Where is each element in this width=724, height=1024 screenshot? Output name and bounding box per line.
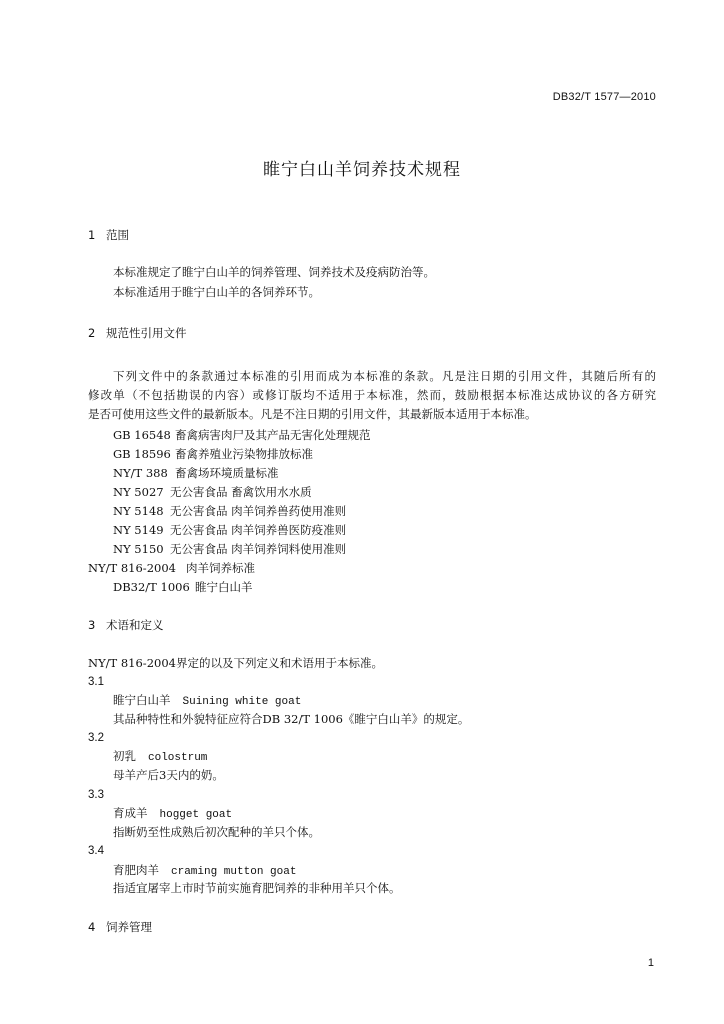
reference-code: GB 16548 xyxy=(113,428,171,442)
paragraph-line: 修改单（不包括勘误的内容）或修订版均不适用于本标准，然而，鼓励根据本标准达成协议的各方研究 xyxy=(88,388,656,402)
paragraph-line: 本标准规定了睢宁白山羊的饲养管理、饲养技术及疫病防治等。 xyxy=(113,265,435,279)
reference-item xyxy=(113,522,346,538)
section-number: 2 xyxy=(88,326,96,340)
page-number: 1 xyxy=(647,957,654,969)
term-heading xyxy=(113,748,207,766)
reference-name: 无公害食品 肉羊饲养饲料使用准则 xyxy=(170,542,347,556)
term-heading xyxy=(113,805,232,823)
term-number: 3.4 xyxy=(88,845,104,857)
section-2-heading xyxy=(88,325,187,341)
paragraph-line: NY/T 816-2004界定的以及下列定义和术语用于本标准。 xyxy=(88,656,383,670)
term-zh: 初乳 xyxy=(113,749,136,763)
reference-item xyxy=(113,503,346,519)
section-number: 4 xyxy=(88,920,96,934)
reference-code: NY 5149 xyxy=(113,523,164,537)
reference-item xyxy=(113,427,371,443)
term-definition: 母羊产后3天内的奶。 xyxy=(113,768,224,782)
term-heading xyxy=(113,692,301,710)
reference-code: NY/T 388 xyxy=(113,466,168,480)
section-title: 饲养管理 xyxy=(106,920,152,934)
term-en: Suining white goat xyxy=(182,696,302,708)
reference-name: 睢宁白山羊 xyxy=(195,580,253,594)
term-zh: 睢宁白山羊 xyxy=(113,693,171,707)
reference-item xyxy=(113,465,279,481)
term-zh: 育成羊 xyxy=(113,806,148,820)
reference-code: NY 5027 xyxy=(113,485,164,499)
term-en: hogget goat xyxy=(159,809,233,821)
section-title: 范围 xyxy=(106,228,129,242)
reference-item xyxy=(113,579,253,595)
document-title: 睢宁白山羊饲养技术规程 xyxy=(263,160,461,180)
reference-code: NY 5150 xyxy=(113,542,164,556)
reference-item xyxy=(88,560,255,576)
term-number: 3.3 xyxy=(88,789,104,801)
term-definition: 其品种特性和外貌特征应符合DB 32/T 1006《睢宁白山羊》的规定。 xyxy=(113,712,470,726)
reference-code: NY 5148 xyxy=(113,504,164,518)
section-1-heading xyxy=(88,227,129,243)
reference-name: 畜禽场环境质量标准 xyxy=(175,466,279,480)
reference-code: NY/T 816-2004 xyxy=(88,561,176,575)
term-definition: 指断奶至性成熟后初次配种的羊只个体。 xyxy=(113,825,320,839)
reference-name: 畜禽病害肉尸及其产品无害化处理规范 xyxy=(175,428,371,442)
reference-name: 无公害食品 畜禽饮用水水质 xyxy=(170,485,312,499)
reference-code: DB32/T 1006 xyxy=(113,580,190,594)
term-en: craming mutton goat xyxy=(171,866,297,878)
paragraph-line: 是否可使用这些文件的最新版本。凡是不注日期的引用文件，其最新版本适用于本标准。 xyxy=(88,407,537,421)
reference-name: 无公害食品 肉羊饲养兽医防疫准则 xyxy=(170,523,347,537)
standard-code: DB32/T 1577—2010 xyxy=(552,91,656,103)
term-en: colostrum xyxy=(148,752,208,764)
paragraph-line: 本标准适用于睢宁白山羊的各饲养环节。 xyxy=(113,285,320,299)
reference-item xyxy=(113,484,312,500)
reference-code: GB 18596 xyxy=(113,447,171,461)
reference-name: 畜禽养殖业污染物排放标准 xyxy=(175,447,313,461)
reference-item xyxy=(113,446,313,462)
reference-item xyxy=(113,541,346,557)
section-number: 1 xyxy=(88,228,96,242)
section-title: 规范性引用文件 xyxy=(106,326,187,340)
section-4-heading xyxy=(88,919,152,935)
term-zh: 育肥肉羊 xyxy=(113,863,159,877)
term-definition: 指适宜屠宰上市时节前实施育肥饲养的非种用羊只个体。 xyxy=(113,881,401,895)
term-number: 3.1 xyxy=(88,676,104,688)
section-title: 术语和定义 xyxy=(106,618,164,632)
term-number: 3.2 xyxy=(88,732,104,744)
section-number: 3 xyxy=(88,618,96,632)
term-heading xyxy=(113,862,296,880)
reference-name: 无公害食品 肉羊饲养兽药使用准则 xyxy=(170,504,347,518)
paragraph-line: 下列文件中的条款通过本标准的引用而成为本标准的条款。凡是注日期的引用文件，其随后所有的 xyxy=(113,369,656,383)
section-3-heading xyxy=(88,617,164,633)
reference-name: 肉羊饲养标准 xyxy=(186,561,255,575)
